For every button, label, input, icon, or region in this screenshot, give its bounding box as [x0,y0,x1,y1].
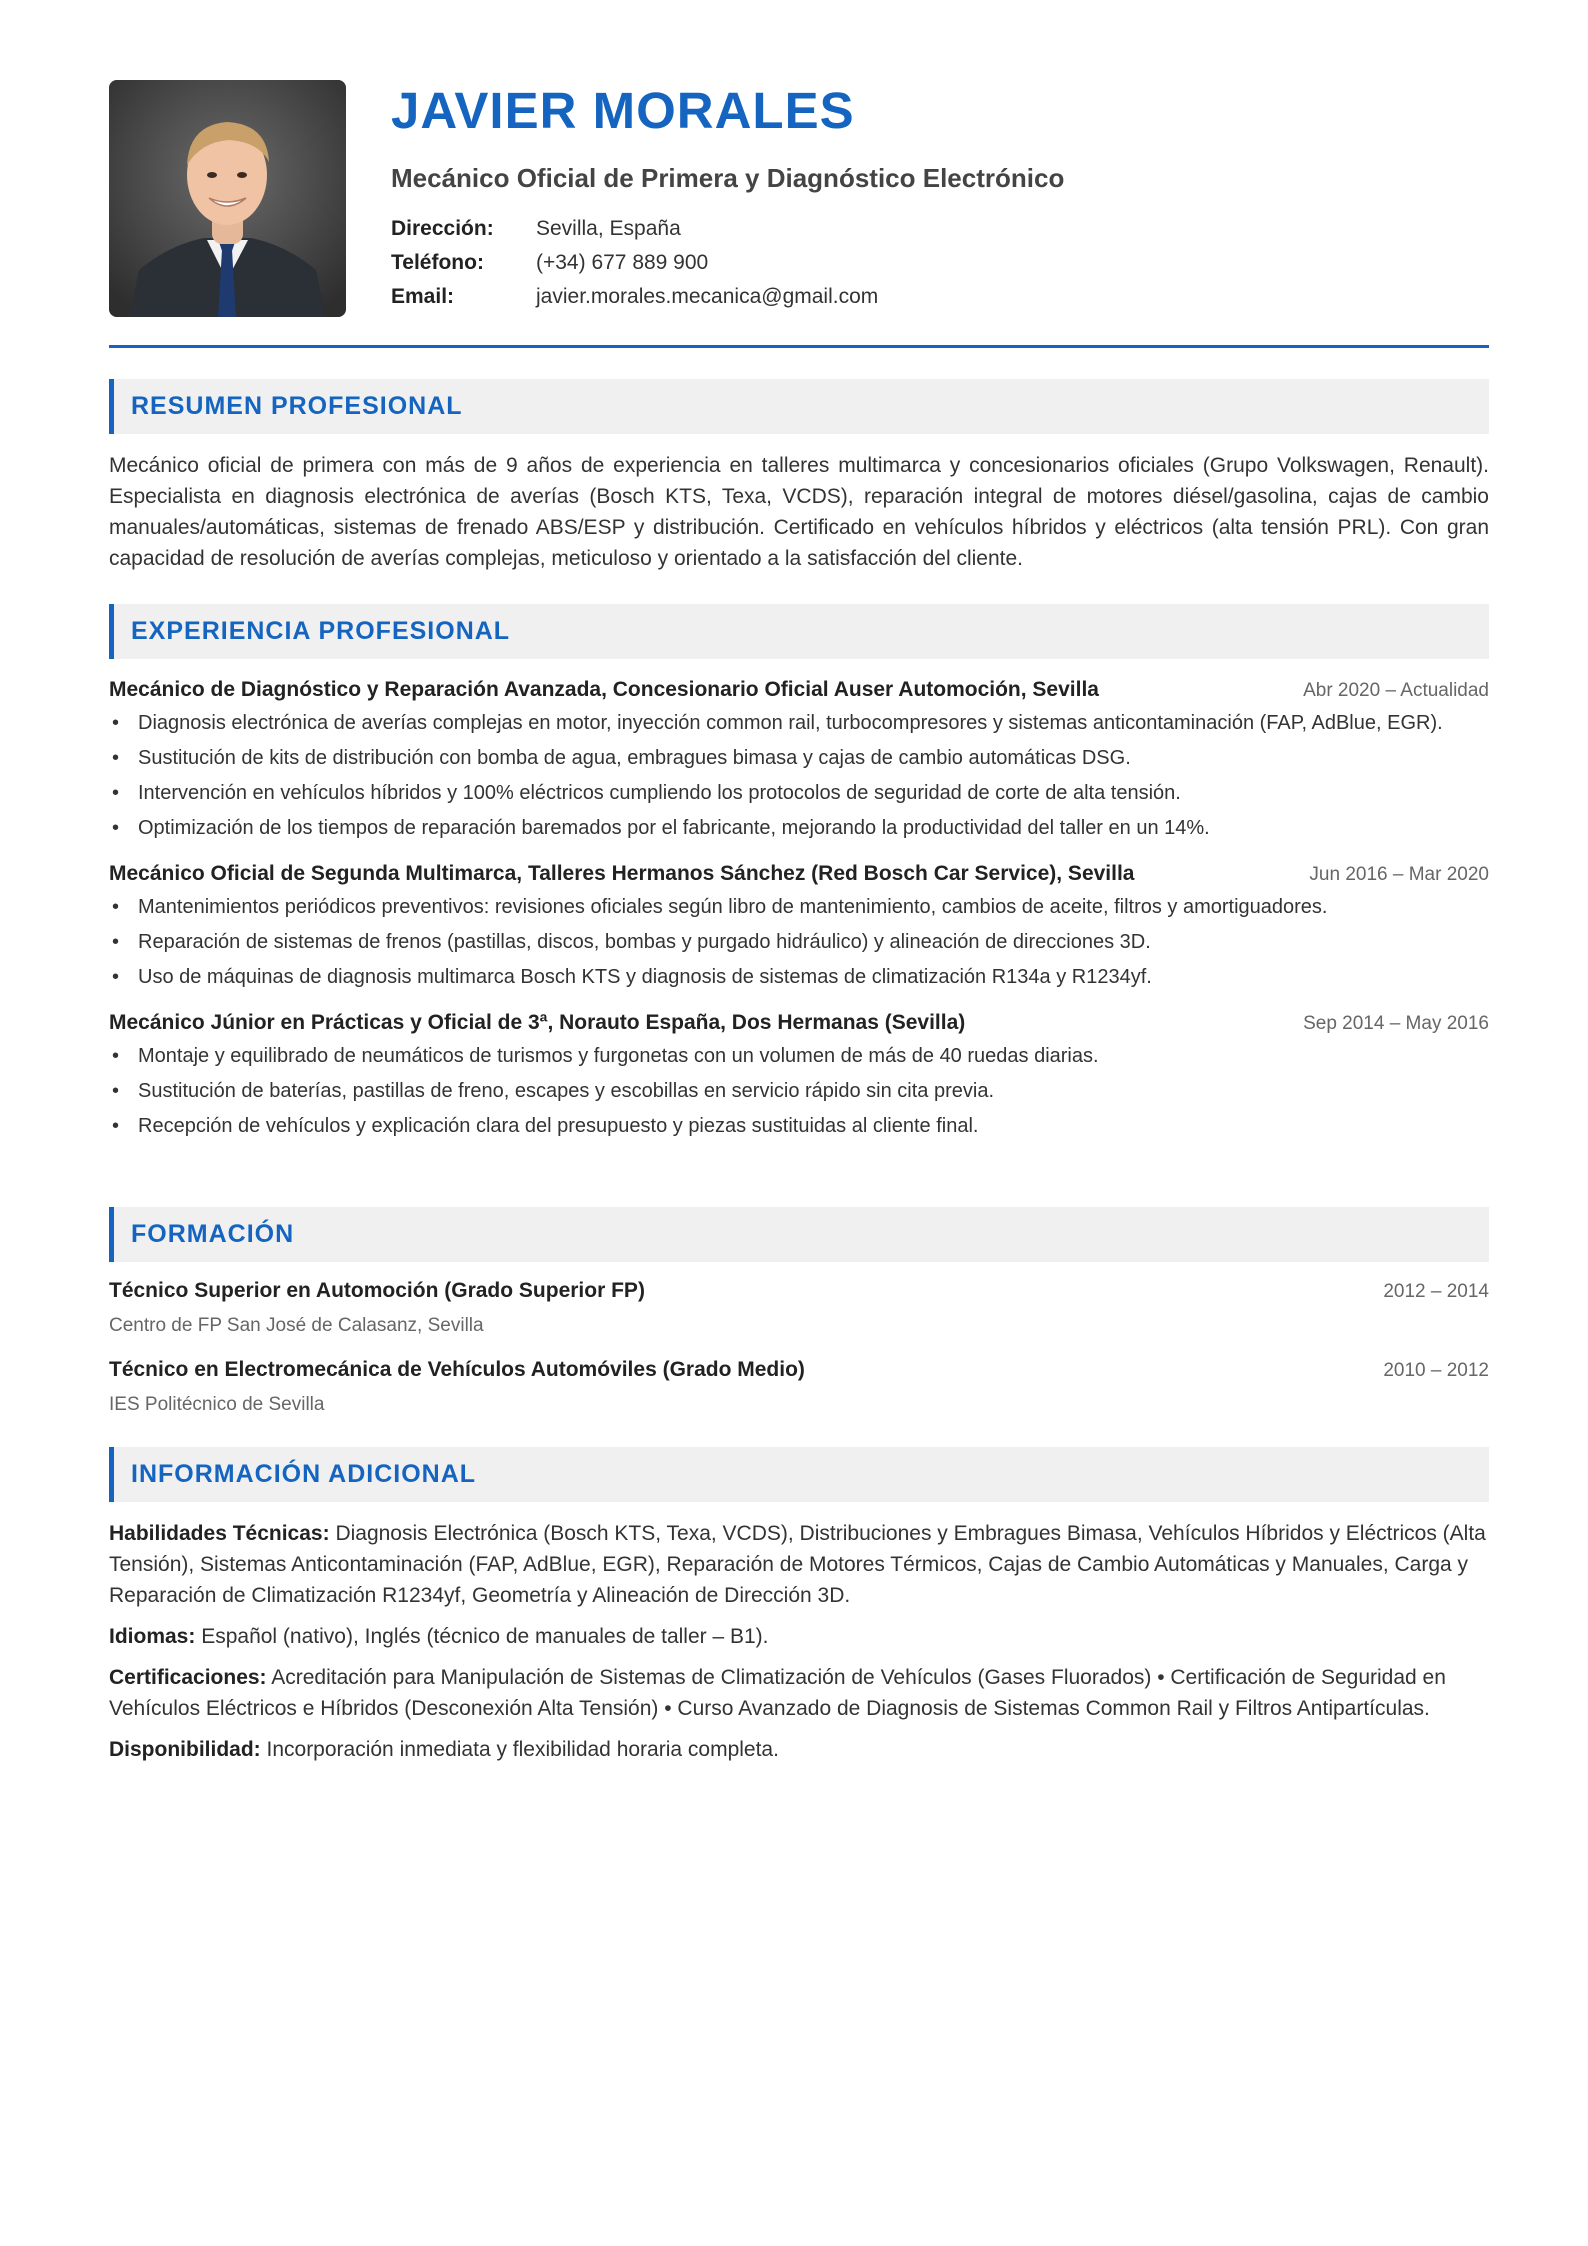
section-title: EXPERIENCIA PROFESIONAL [131,617,511,645]
experience-section [109,604,1489,1146]
contact-value: Sevilla, España [536,217,681,240]
education-section [109,1207,1489,1420]
job-header [109,675,1489,706]
education-degree: Técnico en Electromecánica de Vehículos Automóviles (Grado Medio) [109,1358,805,1381]
section-title: FORMACIÓN [131,1220,295,1248]
portrait-image [109,80,346,317]
section-header [109,379,1489,434]
contact-phone [391,246,1481,280]
job-date: Sep 2014 – May 2016 [1303,1013,1489,1034]
education-entry [109,1276,1489,1341]
section-header [109,604,1489,659]
header-divider [109,345,1489,348]
info-text: Incorporación inmediata y flexibilidad horaria completa. [266,1738,779,1761]
education-entry [109,1355,1489,1420]
candidate-name: JAVIER MORALES [391,82,855,139]
availability-paragraph [109,1734,1489,1765]
info-label: Habilidades Técnicas: [109,1522,330,1545]
job-bullet: • Uso de máquinas de diagnosis multimarca Bosch KTS y diagnosis de sistemas de climatización R134a y R1234yf. [109,962,1489,992]
education-school: Centro de FP San José de Calasanz, Sevilla [109,1315,484,1336]
additional-section [109,1447,1489,1765]
info-label: Disponibilidad: [109,1738,261,1761]
job-role: Mecánico Júnior en Prácticas y Oficial de 3ª, Norauto España, Dos Hermanas (Sevilla) [109,1011,966,1034]
section-header [109,1447,1489,1502]
job-bullet: • Reparación de sistemas de frenos (pastillas, discos, bombas y purgado hidráulico) y alineación de direcciones 3D. [109,927,1489,957]
info-label: Certificaciones: [109,1666,267,1689]
info-text: Español (nativo), Inglés (técnico de manuales de taller – B1). [201,1625,769,1648]
certifications-paragraph [109,1662,1489,1724]
contact-label: Teléfono: [391,251,484,274]
job-bullet: • Optimización de los tiempos de reparación baremados por el fabricante, mejorando la productividad del taller en un 14%. [109,813,1489,843]
job-entry [109,1008,1489,1141]
contact-label: Dirección: [391,217,494,240]
job-bullet: • Montaje y equilibrado de neumáticos de turismos y furgonetas con un volumen de más de 40 ruedas diarias. [109,1041,1489,1071]
resume-header [109,80,1489,318]
job-header [109,859,1489,890]
job-bullet: • Sustitución de kits de distribución con bomba de agua, embragues bimasa y cajas de cambio automáticas DSG. [109,743,1489,773]
section-title: RESUMEN PROFESIONAL [131,392,463,420]
summary-text: Mecánico oficial de primera con más de 9 años de experiencia en talleres multimarca y concesionarios oficiales (Grupo Volkswagen, Renault). Especialista en diagnosis electrónica de averías (Bosch KTS, Texa, VCDS), reparación integral de motores diésel/gasolina, cajas de cambio manuales/automáticas, sistemas de frenado ABS/ESP y distribución. Certificado en vehículos híbridos y eléctricos (alta tensión PRL). Con gran capacidad de resolución de averías complejas, meticuloso y orientado a la satisfacción del cliente. [109,454,1489,570]
job-bullets [109,1041,1489,1141]
education-date: 2010 – 2012 [1383,1360,1489,1381]
candidate-title: Mecánico Oficial de Primera y Diagnóstico Electrónico [391,163,1065,193]
job-bullets [109,892,1489,992]
contact-label: Email: [391,285,455,308]
education-date: 2012 – 2014 [1383,1281,1489,1302]
job-role: Mecánico de Diagnóstico y Reparación Avanzada, Concesionario Oficial Auser Automoción, Sevilla [109,678,1099,701]
info-text: Acreditación para Manipulación de Sistemas de Climatización de Vehículos (Gases Fluorados) • Certificación de Seguridad en Vehículos Eléctricos e Híbridos (Desconexión Alta Tensión) • Curso Avanzado de Diagnosis de Sistemas Common Rail y Filtros Antipartículas. [109,1666,1446,1720]
education-degree: Técnico Superior en Automoción (Grado Superior FP) [109,1279,645,1302]
job-bullet: • Mantenimientos periódicos preventivos: revisiones oficiales según libro de mantenimiento, cambios de aceite, filtros y amortiguadores. [109,892,1489,922]
job-header [109,1008,1489,1039]
job-bullets [109,708,1489,843]
summary-section [109,379,1489,574]
job-date: Abr 2020 – Actualidad [1303,680,1489,701]
education-header [109,1355,1489,1386]
contact-value: (+34) 677 889 900 [536,251,709,274]
job-bullet: • Diagnosis electrónica de averías complejas en motor, inyección common rail, turbocompresores y sistemas anticontaminación (FAP, AdBlue, EGR). [109,708,1489,738]
education-header [109,1276,1489,1307]
skills-paragraph [109,1518,1489,1611]
contact-value: javier.morales.mecanica@gmail.com [536,285,879,308]
info-label: Idiomas: [109,1625,196,1648]
education-school: IES Politécnico de Sevilla [109,1394,325,1415]
additional-list [109,1518,1489,1765]
job-date: Jun 2016 – Mar 2020 [1309,864,1489,885]
job-role: Mecánico Oficial de Segunda Multimarca, Talleres Hermanos Sánchez (Red Bosch Car Service), Sevilla [109,862,1135,885]
job-bullet: • Recepción de vehículos y explicación clara del presupuesto y piezas sustituidas al cliente final. [109,1111,1489,1141]
section-header [109,1207,1489,1262]
info-text: Diagnosis Electrónica (Bosch KTS, Texa, VCDS), Distribuciones y Embragues Bimasa, Vehículos Híbridos y Eléctricos (Alta Tensión), Sistemas Anticontaminación (FAP, AdBlue, EGR), Reparación de Motores Térmicos, Cajas de Cambio Automáticas y Manuales, Carga y Reparación de Climatización R1234yf, Geometría y Alineación de Dirección 3D. [109,1522,1486,1607]
contact-list [391,212,1481,314]
contact-address [391,212,1481,246]
languages-paragraph [109,1621,1489,1652]
contact-email [391,280,1481,314]
job-bullet: • Intervención en vehículos híbridos y 100% eléctricos cumpliendo los protocolos de seguridad de corte de alta tensión. [109,778,1489,808]
section-title: INFORMACIÓN ADICIONAL [131,1460,477,1488]
job-entry [109,675,1489,843]
profile-photo [109,80,346,317]
header-info [391,80,1481,314]
job-entry [109,859,1489,992]
job-bullet: • Sustitución de baterías, pastillas de freno, escapes y escobillas en servicio rápido sin cita previa. [109,1076,1489,1106]
